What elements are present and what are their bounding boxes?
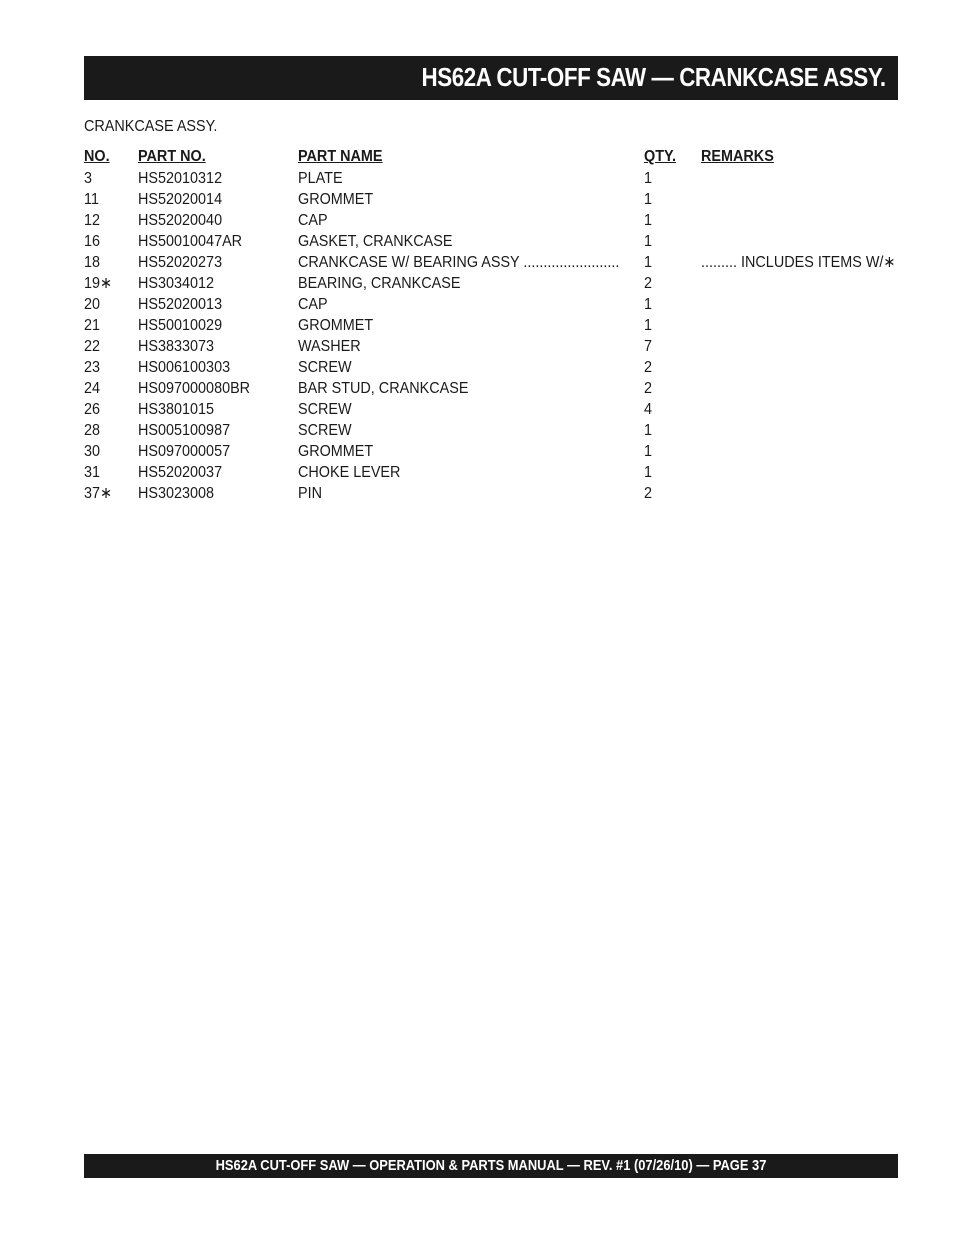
cell-no: 24 <box>84 380 101 397</box>
cell-part-no: HS50010047AR <box>138 233 243 250</box>
cell-qty: 1 <box>644 443 653 460</box>
cell-part-name: SCREW <box>298 401 352 418</box>
cell-part-no: HS52020273 <box>138 254 223 271</box>
cell-part-no: HS3801015 <box>138 401 215 418</box>
cell-part-name: GROMMET <box>298 191 374 208</box>
cell-no: 16 <box>84 233 101 250</box>
parts-table <box>84 146 896 504</box>
cell-remarks: ......... INCLUDES ITEMS W/∗ <box>701 254 896 271</box>
cell-no: 26 <box>84 401 101 418</box>
column-header-remarks: REMARKS <box>701 148 774 165</box>
cell-part-no: HS097000080BR <box>138 380 251 397</box>
cell-qty: 1 <box>644 191 653 208</box>
table-row <box>84 294 884 315</box>
table-row <box>84 231 884 252</box>
table-row <box>84 336 884 357</box>
cell-part-no: HS005100987 <box>138 422 231 439</box>
table-row <box>84 420 884 441</box>
cell-part-no: HS3023008 <box>138 485 215 502</box>
cell-no: 28 <box>84 422 101 439</box>
table-body <box>84 168 896 504</box>
cell-no: 31 <box>84 464 101 481</box>
cell-part-no: HS52020013 <box>138 296 223 313</box>
cell-part-no: HS52020037 <box>138 464 223 481</box>
cell-qty: 1 <box>644 170 653 187</box>
column-header-qty: QTY. <box>644 148 677 165</box>
cell-part-no: HS097000057 <box>138 443 231 460</box>
cell-part-name: PIN <box>298 485 323 502</box>
cell-qty: 1 <box>644 233 653 250</box>
cell-no: 22 <box>84 338 101 355</box>
column-header-part-no: PART NO. <box>138 148 206 165</box>
page-title: HS62A CUT-OFF SAW — CRANKCASE ASSY. <box>421 62 886 92</box>
cell-no: 11 <box>84 191 99 208</box>
cell-part-name: CRANKCASE W/ BEARING ASSY ........................ <box>298 254 620 271</box>
cell-part-name: GASKET, CRANKCASE <box>298 233 453 250</box>
cell-no: 23 <box>84 359 101 376</box>
footer-text: HS62A CUT-OFF SAW — OPERATION & PARTS MANUAL — REV. #1 (07/26/10) — PAGE 37 <box>215 1157 767 1174</box>
cell-no: 19∗ <box>84 275 113 292</box>
cell-part-no: HS52020040 <box>138 212 223 229</box>
cell-part-name: CHOKE LEVER <box>298 464 401 481</box>
table-row <box>84 168 884 189</box>
table-row <box>84 399 884 420</box>
table-row <box>84 252 896 273</box>
table-row <box>84 189 884 210</box>
table-row <box>84 441 884 462</box>
cell-qty: 1 <box>644 464 653 481</box>
cell-part-no: HS52020014 <box>138 191 223 208</box>
cell-qty: 4 <box>644 401 653 418</box>
cell-no: 3 <box>84 170 93 187</box>
page-header-bar <box>84 56 898 100</box>
cell-qty: 7 <box>644 338 653 355</box>
cell-qty: 2 <box>644 485 653 502</box>
page-footer-bar <box>84 1154 898 1178</box>
table-header-row <box>84 146 884 168</box>
cell-part-name: SCREW <box>298 359 352 376</box>
cell-qty: 1 <box>644 317 653 334</box>
column-header-part-name: PART NAME <box>298 148 383 165</box>
cell-qty: 1 <box>644 296 653 313</box>
cell-part-name: BEARING, CRANKCASE <box>298 275 461 292</box>
table-row <box>84 273 884 294</box>
cell-qty: 2 <box>644 359 653 376</box>
cell-no: 20 <box>84 296 101 313</box>
cell-part-name: GROMMET <box>298 443 374 460</box>
cell-part-name: CAP <box>298 296 328 313</box>
cell-part-name: BAR STUD, CRANKCASE <box>298 380 469 397</box>
column-header-no: NO. <box>84 148 110 165</box>
cell-qty: 1 <box>644 254 653 271</box>
cell-part-no: HS3034012 <box>138 275 215 292</box>
table-row <box>84 462 884 483</box>
cell-part-no: HS52010312 <box>138 170 223 187</box>
cell-part-no: HS006100303 <box>138 359 231 376</box>
cell-no: 18 <box>84 254 101 271</box>
cell-part-name: CAP <box>298 212 328 229</box>
table-row <box>84 483 884 504</box>
cell-no: 21 <box>84 317 101 334</box>
cell-no: 37∗ <box>84 485 113 502</box>
section-label: CRANKCASE ASSY. <box>84 118 218 135</box>
cell-part-name: GROMMET <box>298 317 374 334</box>
table-row <box>84 210 884 231</box>
cell-no: 30 <box>84 443 101 460</box>
cell-qty: 1 <box>644 422 653 439</box>
cell-qty: 2 <box>644 275 653 292</box>
cell-qty: 1 <box>644 212 653 229</box>
cell-part-no: HS50010029 <box>138 317 223 334</box>
cell-part-no: HS3833073 <box>138 338 215 355</box>
cell-qty: 2 <box>644 380 653 397</box>
cell-part-name: WASHER <box>298 338 361 355</box>
table-row <box>84 315 884 336</box>
cell-part-name: PLATE <box>298 170 343 187</box>
table-row <box>84 357 884 378</box>
cell-no: 12 <box>84 212 101 229</box>
cell-part-name: SCREW <box>298 422 352 439</box>
table-row <box>84 378 884 399</box>
